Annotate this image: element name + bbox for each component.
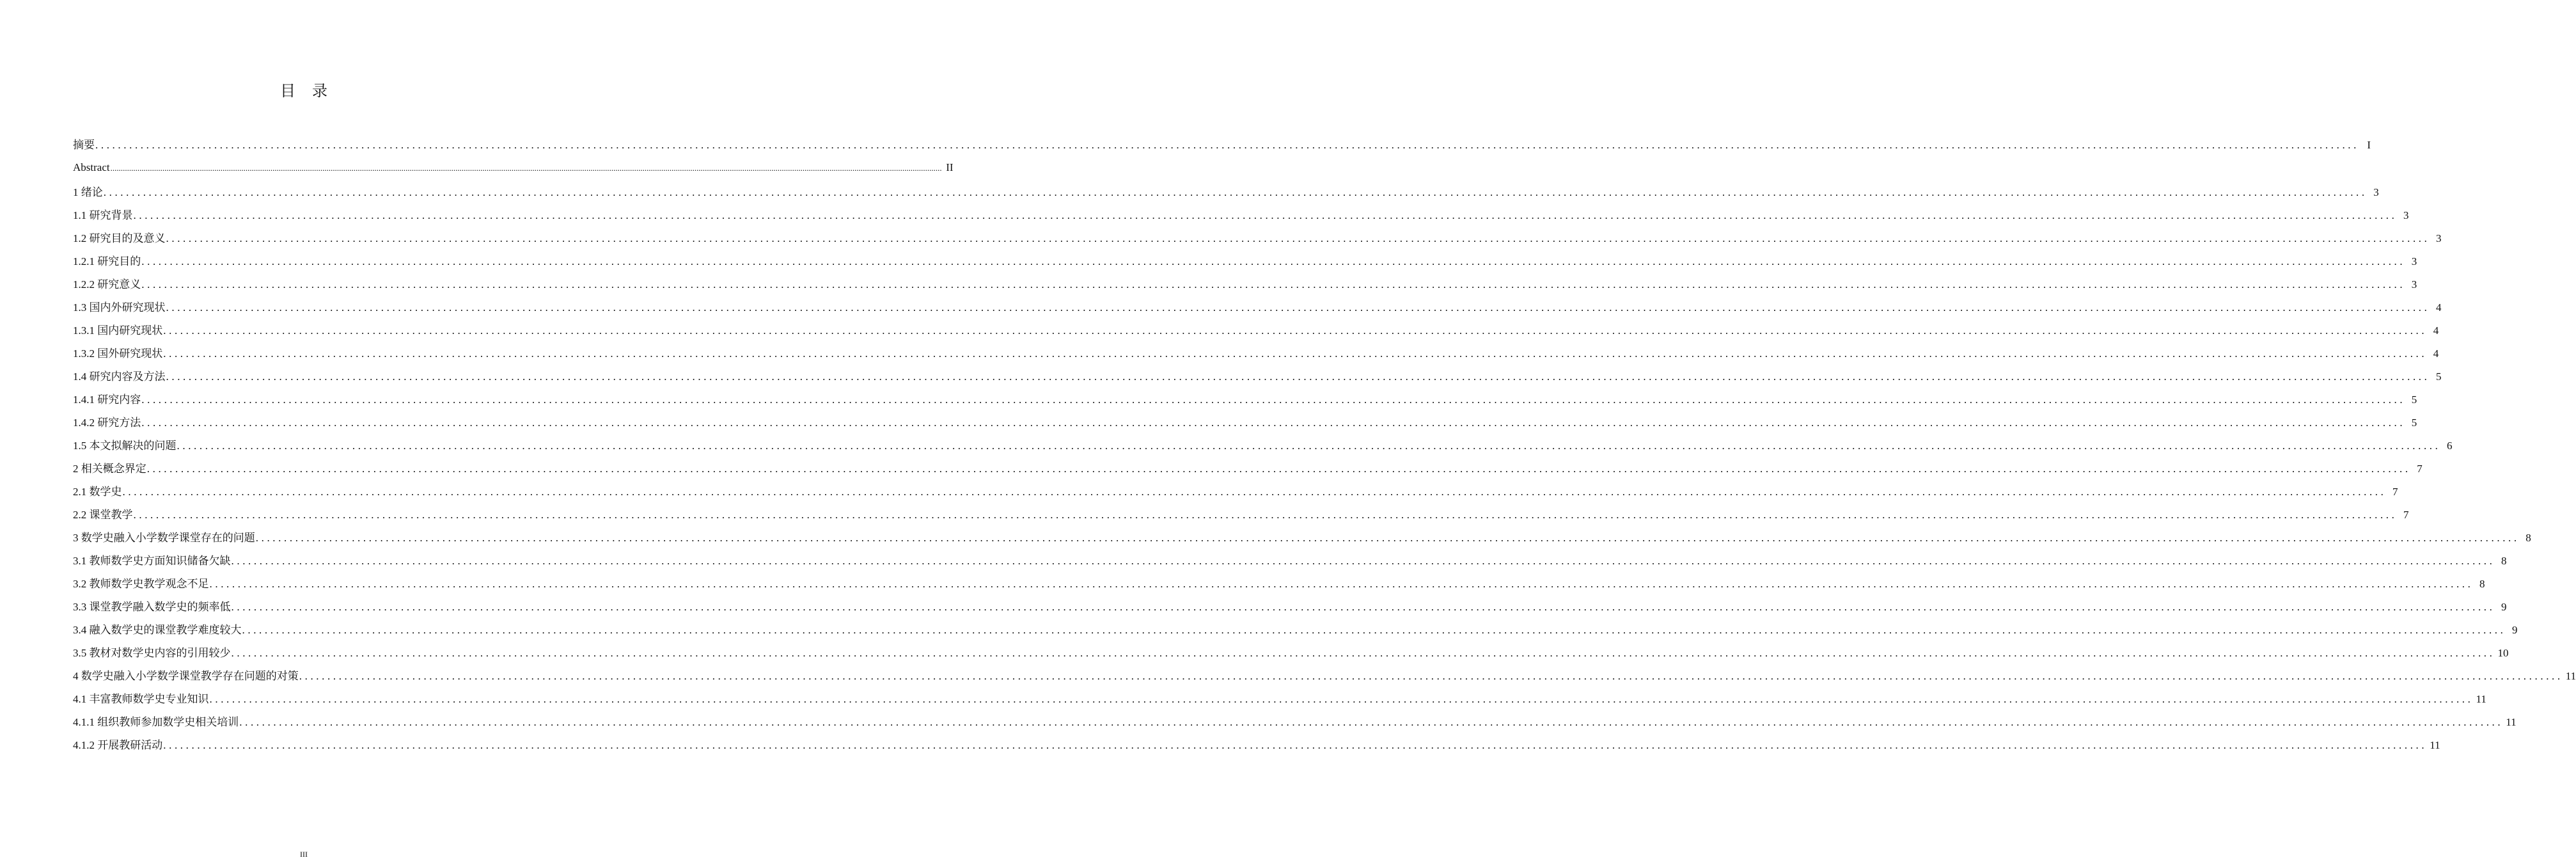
toc-entry[interactable] [73,529,2531,552]
toc-entry-page: 4 [2436,301,2442,314]
toc-entry[interactable] [73,390,2417,413]
toc-entry[interactable] [73,667,2576,690]
dot-leader: ................................................................................................................................................................................................................................................................................................................................................................................................................ [299,670,2563,682]
toc-entry-page: 11 [2565,670,2576,682]
toc-entry-label: 2 相关概念界定 [73,463,146,475]
toc-entry-label: 3.4 融入数学史的课堂教学难度较大 [73,624,242,636]
toc-entry-page: 7 [2403,509,2409,521]
dot-leader: ................................................................................................................................................................................................................................................................................................................................................................................................................ [231,601,2495,613]
toc-entry-page: 3 [2403,209,2409,221]
toc-entry[interactable] [73,506,2409,529]
toc-entry[interactable] [73,206,2409,229]
toc-entry[interactable] [73,598,2507,621]
toc-entry-label: 摘要 [73,139,95,151]
toc-entry-page: 8 [2525,532,2531,544]
toc-entry-label: 1.5 本文拟解决的问题 [73,440,177,452]
toc-entry-label: 3.1 教师数学史方面知识储备欠缺 [73,555,231,567]
dot-leader: ................................................................................................................................................................................................................................................................................................................................................................................................................ [141,255,2406,267]
toc-entry-page: 8 [2479,578,2485,590]
toc-entry-label: 1.3.1 国内研究现状 [73,324,163,337]
toc-entry-label: 4.1 丰富教师数学史专业知识 [73,693,209,705]
toc-entry-label: 4.1.2 开展教研活动 [73,739,163,751]
toc-entry-page: 10 [2497,647,2509,659]
toc-entry-label: 4.1.1 组织教师参加数学史相关培训 [73,716,239,728]
dot-leader: ................................................................................................................................................................................................................................................................................................................................................................................................................ [209,578,2474,590]
dot-leader: ................................................................................................................................................................................................................................................................................................................................................................................................................ [141,278,2406,291]
table-of-contents [73,136,2576,759]
toc-entry[interactable] [73,321,2439,344]
toc-entry-label: 1.1 研究背景 [73,209,133,221]
toc-entry-page: 3 [2411,255,2417,267]
toc-title: 目录 [280,83,344,100]
toc-entry[interactable] [73,252,2417,275]
toc-entry-label: 1.4.1 研究内容 [73,394,141,406]
toc-entry-page: 9 [2512,624,2518,636]
toc-entry[interactable] [73,367,2442,390]
toc-entry[interactable] [73,713,2517,736]
dot-leader: ................................................................................................................................................................................................................................................................................................................................................................................................................ [209,693,2474,705]
toc-entry-label: 2.1 数学史 [73,486,122,498]
toc-entry[interactable] [73,436,2453,459]
toc-entry-page: 5 [2411,394,2417,406]
dot-leader: ................................................................................................................................................................................................................................................................................................................................................................................................................ [133,209,2398,221]
toc-entry-page: 4 [2433,324,2439,337]
dot-leader: ................................................................................................................................................................................................................................................................................................................................................................................................................ [163,347,2428,360]
toc-entry[interactable] [73,644,2509,667]
toc-entry[interactable] [73,161,954,183]
toc-entry-label: 3.3 课堂教学融入数学史的频率低 [73,601,231,613]
toc-entry-page: 11 [2430,739,2440,751]
toc-entry-page: 9 [2501,601,2507,613]
toc-entry-label: 1.2.1 研究目的 [73,255,141,267]
toc-entry[interactable] [73,298,2442,321]
toc-entry-label: 1.4 研究内容及方法 [73,370,166,383]
dot-leader: ................................................................................................................................................................................................................................................................................................................................................................................................................ [163,739,2428,751]
toc-entry-page: 11 [2476,693,2486,705]
dot-leader: ................................................................................................................................................................................................................................................................................................................................................................................................................ [166,232,2430,244]
dot-leader: ................................................................................................................................................................................................................................................................................................................................................................................................................ [146,463,2411,475]
toc-entry-label: 3 数学史融入小学数学课堂存在的问题 [73,532,255,544]
toc-entry-label: 1.2.2 研究意义 [73,278,141,291]
dot-leader: ................................................................................................................................................................................................................................................................................................................................................................................................................ [122,486,2387,498]
toc-entry-label: 4 数学史融入小学数学课堂教学存在问题的对策 [73,670,299,682]
dot-leader: ................................................................................................................................................................................................................................................................................................................................................................................................................ [166,370,2430,383]
toc-entry-label: 1 绪论 [73,186,103,198]
toc-entry-label: 1.4.2 研究方法 [73,417,141,429]
toc-entry-page: II [946,161,954,173]
dot-leader: ................................................................................................................................................................................................................................................................................................................................................................................................................ [95,139,2359,151]
toc-entry-page: 4 [2433,347,2439,360]
toc-entry[interactable] [73,575,2485,598]
dot-leader: ................................................................................................................................................................................................................................................................................................................................................................................................................ [103,186,2368,198]
toc-entry[interactable] [73,690,2486,713]
dot-leader: ................................................................................................................................................................................................................................................................................................................................................................................................................ [141,394,2406,406]
toc-entry[interactable] [73,413,2417,436]
dot-leader: ................................................................................................................................................................................................................................................................................................................................................................................................................ [239,716,2504,728]
toc-entry-page: 3 [2436,232,2442,244]
toc-entry[interactable] [73,183,2379,206]
toc-entry-page: 3 [2373,186,2379,198]
page-number: III [300,850,308,859]
dot-leader: ................................................................................................................................................................................................................................................................................................................................................................................................................ [166,301,2430,314]
toc-entry-page: 3 [2411,278,2417,291]
toc-entry-label: Abstract [73,161,110,173]
toc-entry[interactable] [73,344,2439,367]
dot-leader: ................................................................................................................................................................................................................................................................................................................................................................................................................ [242,624,2506,636]
toc-entry[interactable] [73,229,2442,252]
toc-entry[interactable] [73,482,2398,506]
toc-entry[interactable] [73,552,2507,575]
toc-entry[interactable] [73,275,2417,298]
toc-entry-page: 7 [2417,463,2423,475]
dot-leader: ................................................................................................................................................................................................................................................................................................................................................................................................................ [177,440,2441,452]
toc-entry-page: 6 [2447,440,2453,452]
toc-entry[interactable] [73,736,2440,759]
toc-entry-page: 5 [2436,370,2442,383]
toc-entry-label: 1.3.2 国外研究现状 [73,347,163,360]
toc-entry[interactable] [73,459,2423,482]
dot-leader: ................................................................................................................................................................................................................................................................................................................................................................................................................ [231,647,2495,659]
dot-leader: ................................................................................................................................................................................................................................................................................................................................................................................................................ [255,532,2520,544]
dot-leader: ................................................................................................................................................................................................................................................................................................................................................................................................................ [110,163,942,173]
toc-entry[interactable] [73,621,2518,644]
toc-entry-label: 1.2 研究目的及意义 [73,232,166,244]
toc-entry-page: 8 [2501,555,2507,567]
dot-leader: ................................................................................................................................................................................................................................................................................................................................................................................................................ [163,324,2428,337]
toc-entry-label: 3.2 教师数学史教学观念不足 [73,578,209,590]
toc-entry-page: 11 [2506,716,2517,728]
toc-entry-label: 3.5 教材对数学史内容的引用较少 [73,647,231,659]
dot-leader: ................................................................................................................................................................................................................................................................................................................................................................................................................ [141,417,2406,429]
toc-entry-page: 7 [2392,486,2398,498]
toc-entry-page: 5 [2411,417,2417,429]
toc-entry-page: I [2367,139,2371,151]
toc-entry-label: 2.2 课堂教学 [73,509,133,521]
dot-leader: ................................................................................................................................................................................................................................................................................................................................................................................................................ [133,509,2398,521]
toc-entry-label: 1.3 国内外研究现状 [73,301,166,314]
toc-entry[interactable] [73,136,2371,161]
dot-leader: ................................................................................................................................................................................................................................................................................................................................................................................................................ [231,555,2495,567]
